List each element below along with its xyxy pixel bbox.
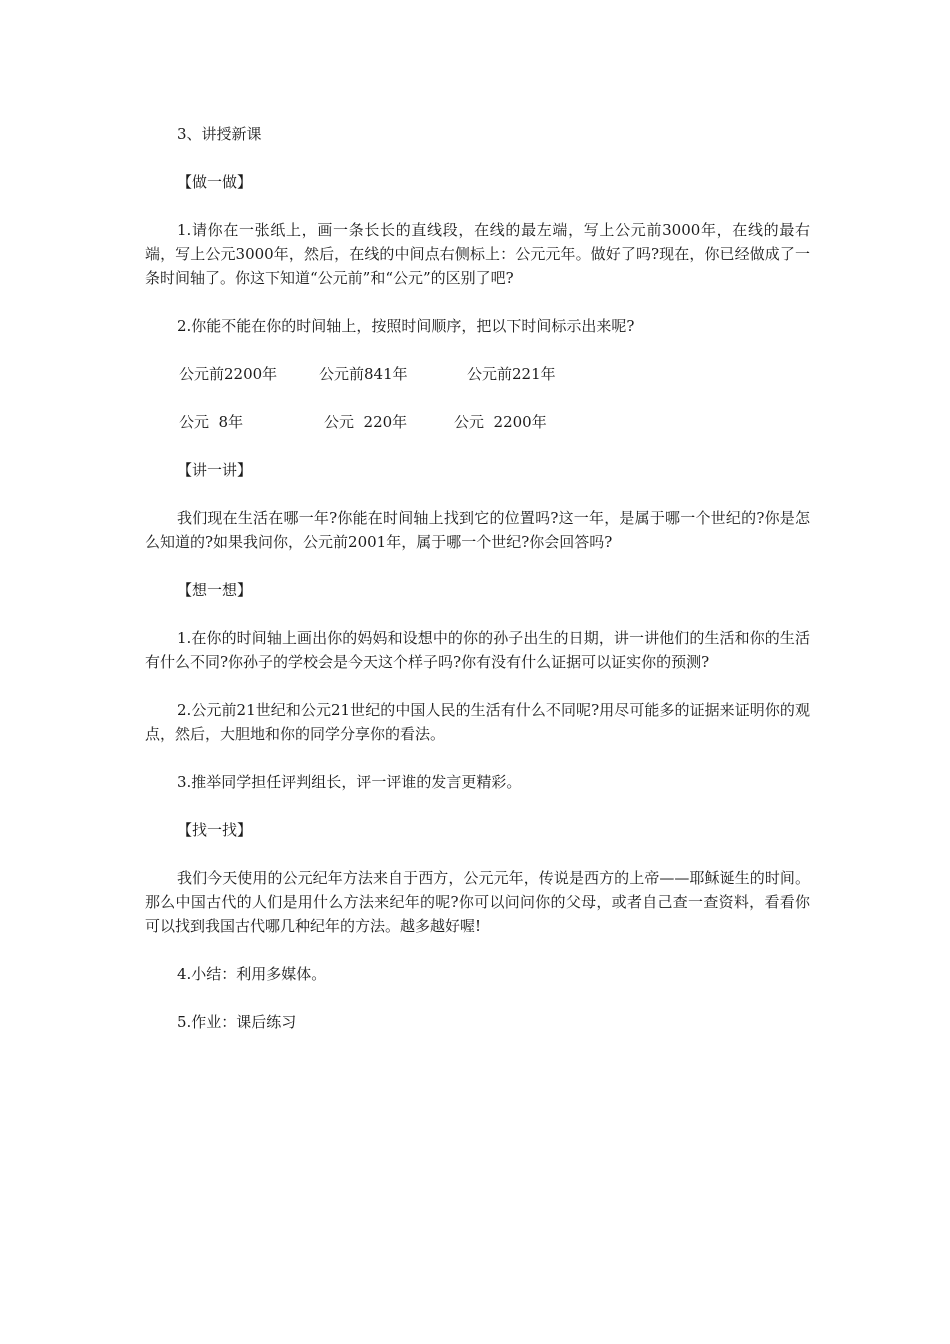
- date-item: 公元 220年: [324, 413, 408, 431]
- do-paragraph-1: 1.请你在一张纸上，画一条长长的直线段，在线的最左端，写上公元前3000年，在线的最右端，写上公元3000年，然后，在线的中间点右侧标上：公元元年。做好了吗?现在，你已经做成了一条时间轴了。你这下知道“公元前”和“公元”的区别了吧?: [145, 221, 810, 287]
- think-paragraph-2: 2.公元前21世纪和公元21世纪的中国人民的生活有什么不同呢?用尽可能多的证据来证明你的观点，然后，大胆地和你的同学分享你的看法。: [145, 701, 810, 743]
- find-section-title: 【找一找】: [177, 821, 253, 839]
- date-item: 公元前2200年: [179, 365, 278, 383]
- dates-row-ad: [145, 410, 810, 434]
- summary-line: 4.小结：利用多媒体。: [177, 965, 327, 983]
- date-item: 公元 8年: [179, 413, 244, 431]
- section-heading: 3、讲授新课: [177, 125, 262, 143]
- think-paragraph-3: 3.推举同学担任评判组长，评一评谁的发言更精彩。: [177, 773, 522, 791]
- talk-section-title: 【讲一讲】: [177, 461, 253, 479]
- think-paragraph-1: 1.在你的时间轴上画出你的妈妈和设想中的你的孙子出生的日期，讲一讲他们的生活和你的生活有什么不同?你孙子的学校会是今天这个样子吗?你有没有什么证据可以证实你的预测?: [145, 629, 810, 671]
- date-item: 公元前221年: [467, 365, 556, 383]
- date-item: 公元前841年: [319, 365, 408, 383]
- do-paragraph-2: 2.你能不能在你的时间轴上，按照时间顺序，把以下时间标示出来呢?: [177, 317, 635, 335]
- find-paragraph-1: 我们今天使用的公元纪年方法来自于西方，公元元年，传说是西方的上帝——耶稣诞生的时间。那么中国古代的人们是用什么方法来纪年的呢?你可以问问你的父母，或者自己查一查资料，看看你可以找到我国古代哪几种纪年的方法。越多越好喔!: [145, 869, 810, 935]
- do-section-title: 【做一做】: [177, 173, 253, 191]
- document-body: [145, 122, 810, 1034]
- think-section-title: 【想一想】: [177, 581, 253, 599]
- talk-paragraph-1: 我们现在生活在哪一年?你能在时间轴上找到它的位置吗?这一年，是属于哪一个世纪的?你是怎么知道的?如果我问你，公元前2001年，属于哪一个世纪?你会回答吗?: [145, 509, 810, 551]
- dates-row-bc: [145, 362, 810, 386]
- homework-line: 5.作业：课后练习: [177, 1013, 297, 1031]
- date-item: 公元 2200年: [454, 413, 547, 431]
